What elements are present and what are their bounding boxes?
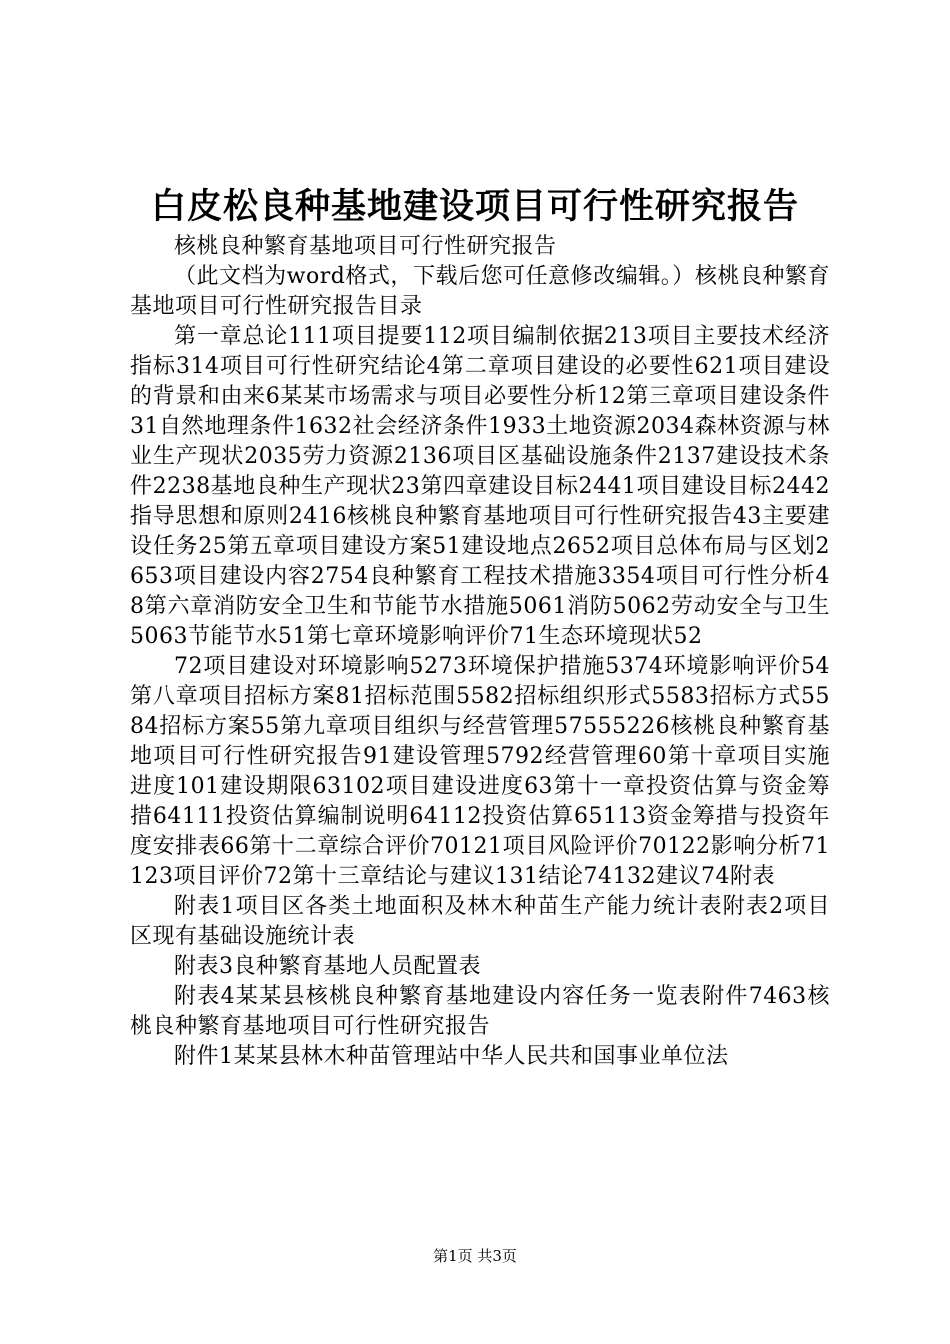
paragraph-attachment-1: 附件1某某县林木种苗管理站中华人民共和国事业单位法 xyxy=(174,1044,729,1069)
document-body xyxy=(130,232,830,1072)
paragraph-toc-2: 72项目建设对环境影响5273环境保护措施5374环境影响评价54第八章项目招标方案81招标范围5582招标组织形式5583招标方式5584招标方案55第九章项目组织与经营管理57555226核桃良种繁育基地项目可行性研究报告91建设管理5792经营管理60第十章项目实施进度101建设期限63102项目建设进度63第十一章投资估算与资金筹措64111投资估算编制说明64112投资估算65113资金筹措与投资年度安排表66第十二章综合评价70121项目风险评价70122影响分析71123项目评价72第十三章结论与建议131结论74132建议74附表 xyxy=(130,654,830,889)
paragraph-appendix-4: 附表4某某县核桃良种繁育基地建设内容任务一览表附件7463核桃良种繁育基地项目可行性研究报告 xyxy=(130,984,830,1039)
document-title: 白皮松良种基地建设项目可行性研究报告 xyxy=(150,186,799,227)
paragraph-toc-1: 第一章总论111项目提要112项目编制依据213项目主要技术经济指标314项目可行性研究结论4第二章项目建设的必要性621项目建设的背景和由来6某某市场需求与项目必要性分析12第三章项目建设条件31自然地理条件1632社会经济条件1933土地资源2034森林资源与林业生产现状2035劳力资源2136项目区基础设施条件2137建设技术条件2238基地良种生产现状23第四章建设目标2441项目建设目标2442指导思想和原则2416核桃良种繁育基地项目可行性研究报告43主要建设任务25第五章项目建设方案51建设地点2652项目总体布局与区划2653项目建设内容2754良种繁育工程技术措施3354项目可行性分析48第六章消防安全卫生和节能节水措施5061消防5062劳动安全与卫生5063节能节水51第七章环境影响评价71生态环境现状52 xyxy=(130,324,830,649)
page-footer: 第1页 共3页 xyxy=(433,1247,517,1265)
paragraph-appendix-3: 附表3良种繁育基地人员配置表 xyxy=(174,954,481,979)
paragraph-subtitle: 核桃良种繁育基地项目可行性研究报告 xyxy=(174,234,557,259)
paragraph-appendix-1: 附表1项目区各类土地面积及林木种苗生产能力统计表附表2项目区现有基础设施统计表 xyxy=(130,894,830,949)
paragraph-note: （此文档为word格式，下载后您可任意修改编辑。）核桃良种繁育基地项目可行性研究报告目录 xyxy=(130,264,830,319)
